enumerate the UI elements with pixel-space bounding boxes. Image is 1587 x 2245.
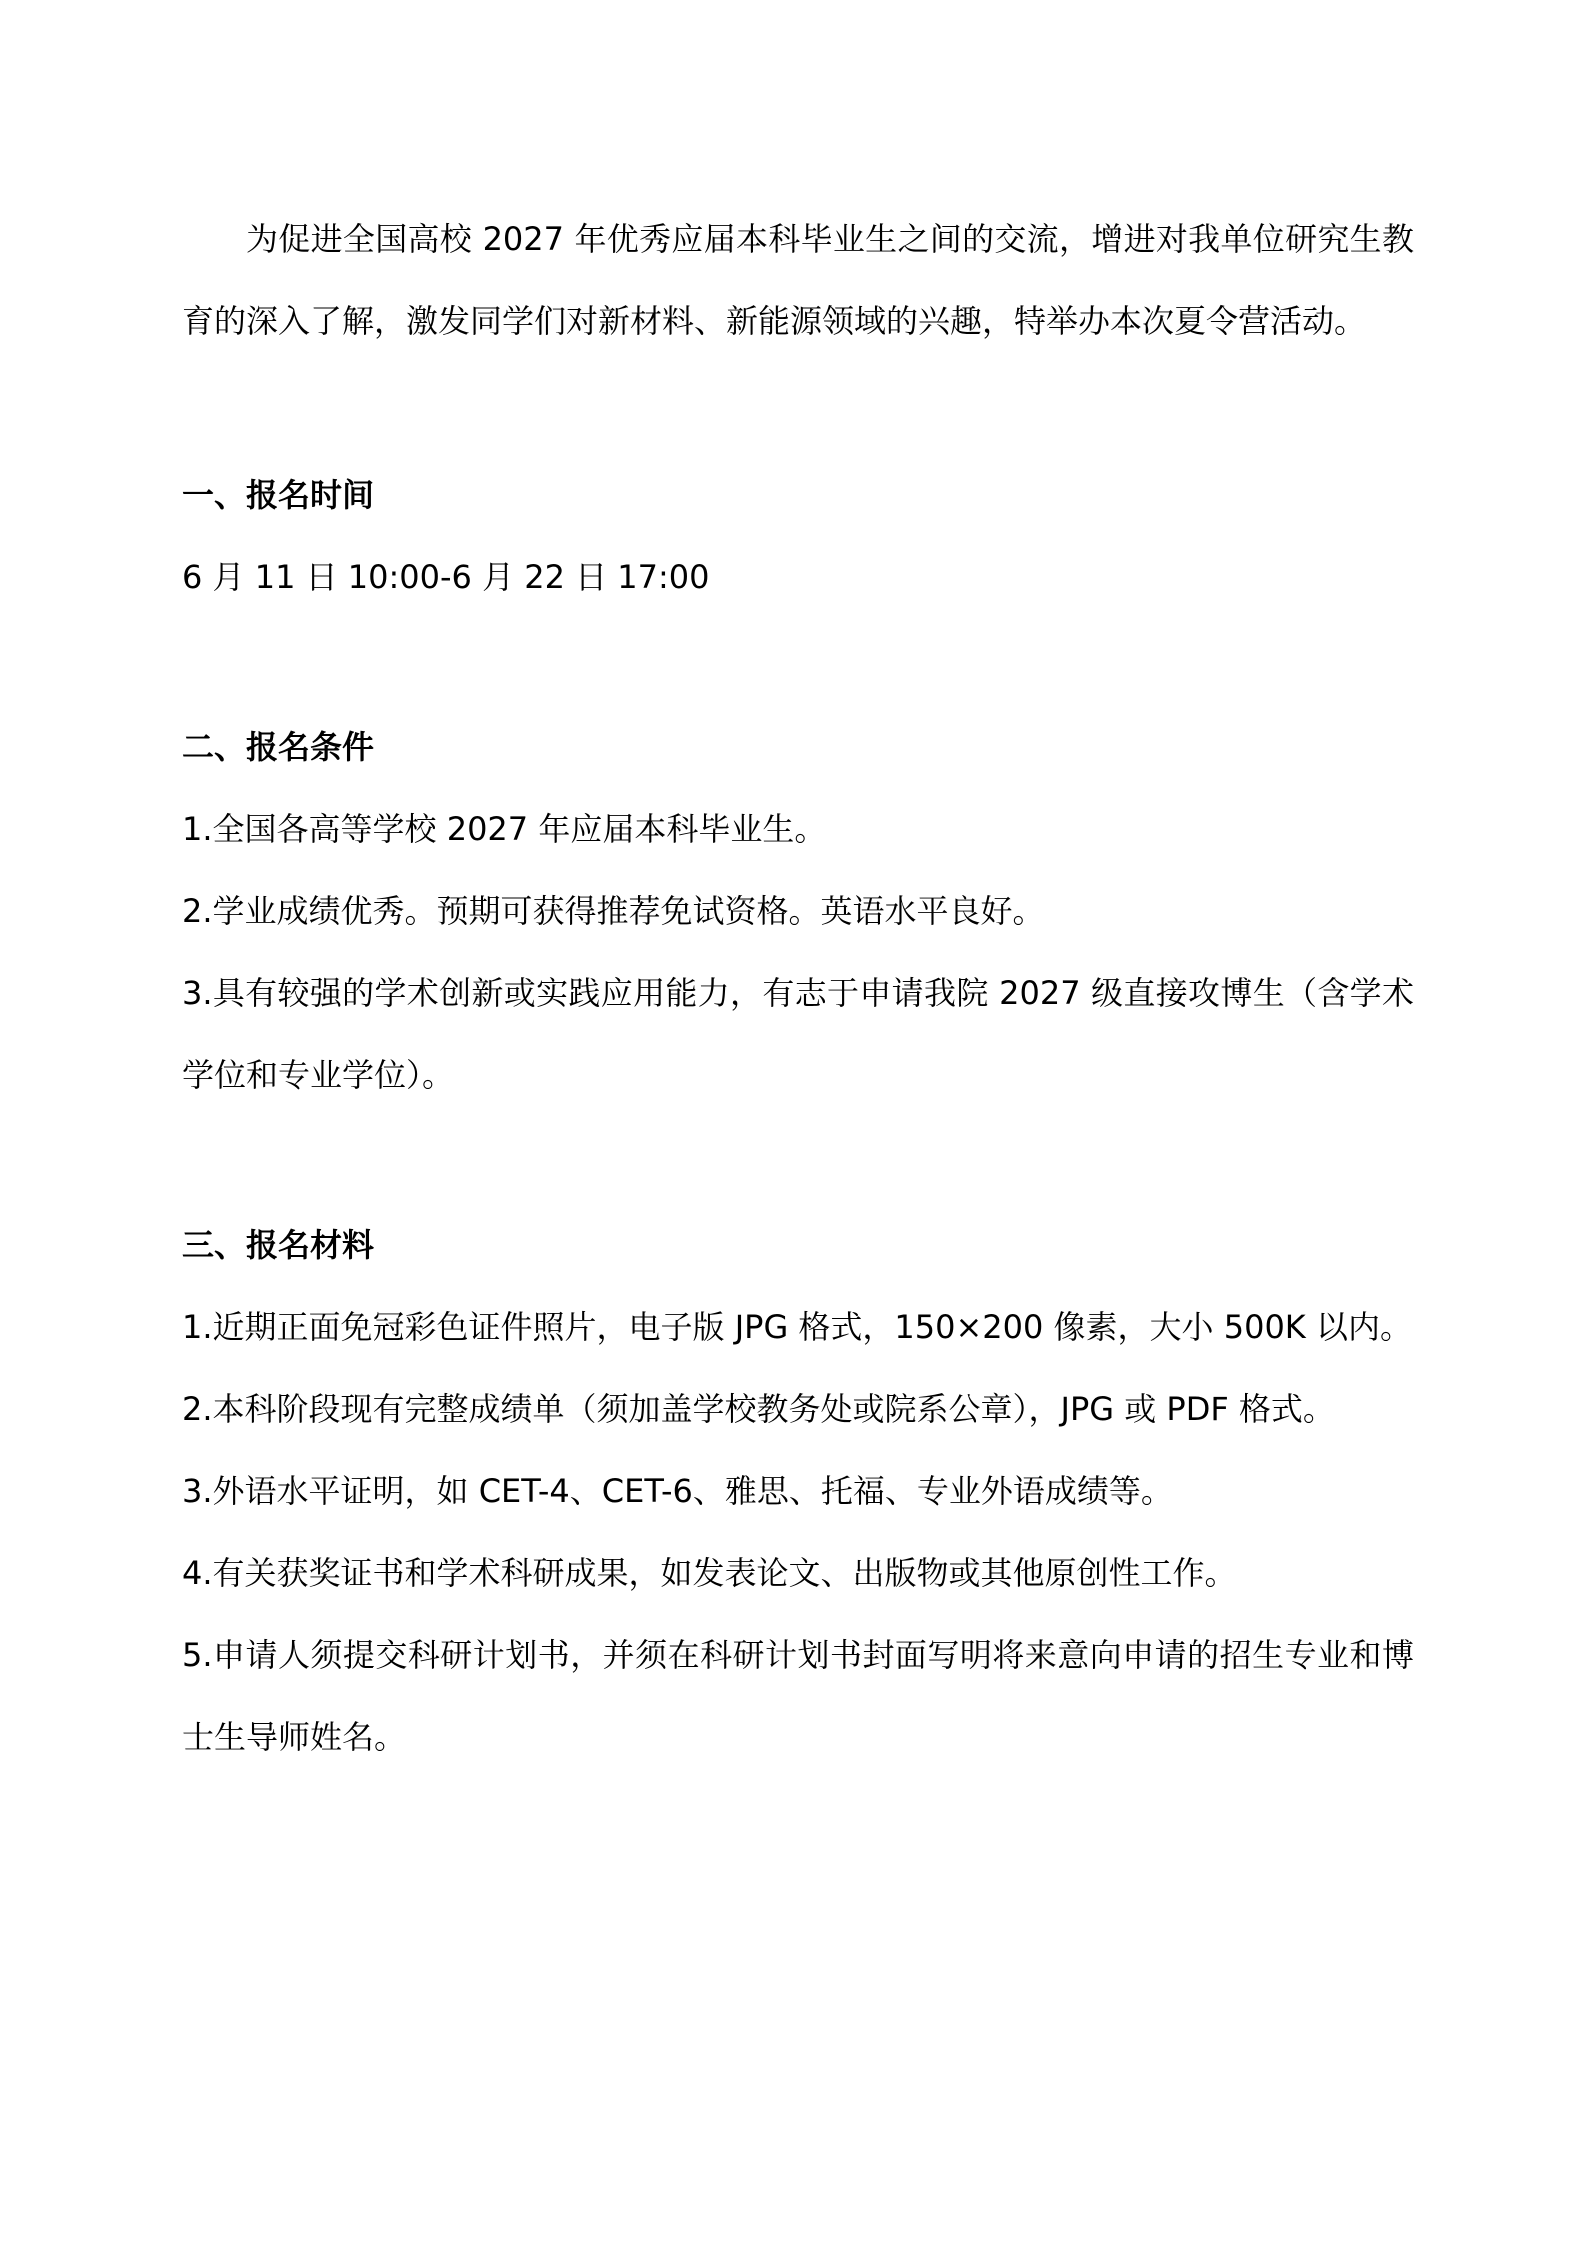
section-eligibility <box>182 706 1414 1116</box>
registration-time-text: 6 月 11 日 10:00-6 月 22 日 17:00 <box>182 558 710 596</box>
intro-paragraph: 为促进全国高校 2027 年优秀应届本科毕业生之间的交流，增进对我单位研究生教育的深入了解，激发同学们对新材料、新能源领域的兴趣，特举办本次夏令营活动。 <box>182 220 1414 340</box>
section-heading: 一、报名时间 <box>182 476 375 514</box>
list-item: 4.有关获奖证书和学术科研成果，如发表论文、出版物或其他原创性工作。 <box>182 1554 1237 1592</box>
section-heading: 二、报名条件 <box>182 728 375 766</box>
list-item: 1.近期正面免冠彩色证件照片，电子版 JPG 格式，150×200 像素，大小 500K 以内。 <box>182 1308 1412 1346</box>
list-item: 2.学业成绩优秀。预期可获得推荐免试资格。英语水平良好。 <box>182 892 1045 930</box>
list-item: 3.外语水平证明，如 CET-4、CET-6、雅思、托福、专业外语成绩等。 <box>182 1472 1173 1510</box>
section-heading: 三、报名材料 <box>182 1226 375 1264</box>
document-body <box>182 198 1414 1778</box>
section-materials <box>182 1204 1414 1778</box>
list-item: 5.申请人须提交科研计划书，并须在科研计划书封面写明将来意向申请的招生专业和博士生导师姓名。 <box>182 1636 1414 1756</box>
list-item: 3.具有较强的学术创新或实践应用能力，有志于申请我院 2027 级直接攻博生（含学术学位和专业学位）。 <box>182 974 1414 1094</box>
spacer <box>182 618 1414 706</box>
list-item: 1.全国各高等学校 2027 年应届本科毕业生。 <box>182 810 827 848</box>
spacer <box>182 362 1414 454</box>
section-registration-time <box>182 454 1414 618</box>
spacer <box>182 1116 1414 1204</box>
list-item: 2.本科阶段现有完整成绩单（须加盖学校教务处或院系公章），JPG 或 PDF 格式。 <box>182 1390 1335 1428</box>
